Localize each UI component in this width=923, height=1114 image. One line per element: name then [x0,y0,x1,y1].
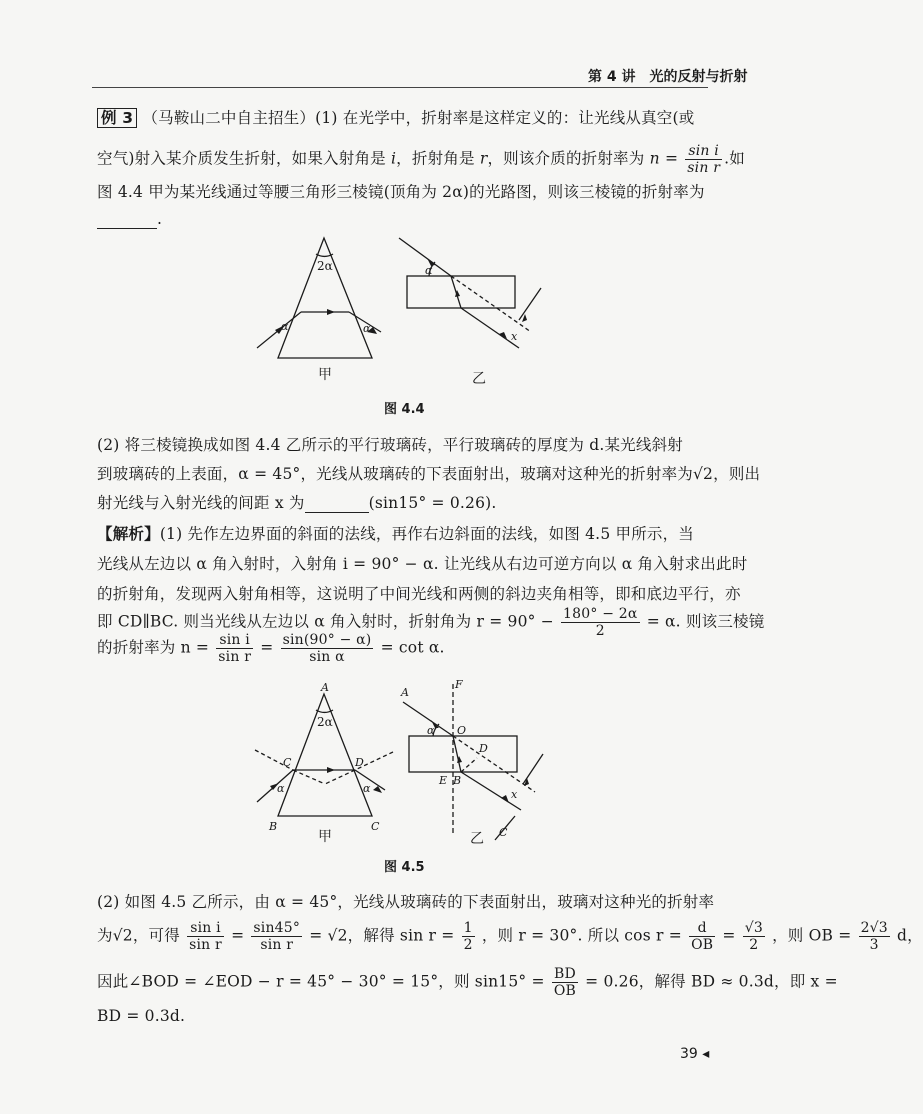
text: . [157,210,163,228]
denominator: sin α [309,649,345,665]
example-line-4 [97,210,162,229]
text: = cot α. [380,638,445,657]
text: 即 CD∥BC. 则当光线从左边以 α 角入射时，折射角为 r = 90° − [97,612,554,631]
numerator: sin(90° − α) [282,632,372,648]
numerator: sin i [187,920,224,937]
denominator: 2 [749,937,759,953]
text: ，则 OB = [772,926,852,945]
alpha-label: α [425,264,433,277]
denominator: OB [553,983,576,999]
numerator: sin i [685,143,722,160]
solution2-line-3 [97,966,838,999]
fraction-d-ob [689,920,715,953]
alpha-right-label: α [363,782,371,795]
point-B: B [453,774,462,787]
figure-4-5-jia [245,680,395,840]
text: 射光线与入射光线的间距 x 为 [97,494,305,512]
figure-label-jia-2: 甲 [318,829,333,845]
page-number: 39 ◂ [680,1046,710,1062]
solution-line-3: 的折射角，发现两入射角相等，这说明了中间光线和两侧的斜边夹角相等，即和底边平行，亦 [97,585,741,603]
solution2-line-4: BD = 0.3d. [97,1007,186,1025]
text: (sin15° = 0.26). [368,494,497,512]
part2-line-2: 到玻璃砖的上表面，α = 45°，光线从玻璃砖的下表面射出，玻璃对这种光的折射率为√2，则出 [97,465,761,483]
apex-angle-label: 2α [317,715,333,729]
text: ，则 r = 30°. 所以 cos r = [481,926,682,945]
text: ，折射角是 [396,149,475,168]
x-label: x [511,330,518,343]
fraction-sini-sinr [685,143,722,176]
apex-angle-label: 2α [317,259,333,273]
figure-4-5-yi [395,676,555,848]
x-label: x [511,788,518,801]
example-line-1 [97,106,694,128]
example-source: （马鞍山二中自主招生） [142,109,316,127]
chapter-header: 第 4 讲 光的反射与折射 [588,69,748,85]
part2-line-3 [97,491,497,513]
solution-line-1 [97,522,694,544]
numerator: d [689,920,715,937]
fraction-sini-sinr [216,632,253,665]
point-C: C [371,820,380,833]
denominator: sin r [189,937,222,953]
text: = 0.26，解得 BD ≈ 0.3d，即 x = [585,972,838,991]
equals: = [664,149,679,168]
text: 的折射率为 n = [97,638,210,657]
denominator: 2 [463,937,473,953]
solution-label: 【解析】 [97,525,160,543]
point-O: O [457,724,467,737]
numerator: 2√3 [860,920,888,936]
text: (1) 先作左边界面的斜面的法线，再作右边斜面的法线，如图 4.5 甲所示，当 [159,525,695,543]
text: 空气)射入某介质发生折射，如果入射角是 [97,149,386,168]
denominator: sin r [687,160,721,176]
figure-4-4-caption: 图 4.4 [384,402,425,417]
figure-4-4-jia [245,230,395,380]
fraction-sqrt3 [743,920,765,953]
example-label: 例 3 [97,108,137,128]
point-A: A [321,681,329,694]
solution-line-5 [97,632,445,665]
solution-line-2: 光线从左边以 α 角入射时，入射角 i = 90° − α. 让光线从右边可逆方向以 α 角入射求出此时 [97,555,748,573]
figure-4-4-yi [395,232,555,382]
text: = √2，解得 sin r = [309,926,455,945]
example-line-3: 图 4.4 甲为某光线通过等腰三角形三棱镜(顶角为 2α)的光路图，则该三棱镜的折射率为 [97,183,705,201]
fraction-sini-sinr [187,920,224,953]
numerator: sin45° [253,920,301,936]
numerator: 180° − 2α [563,606,638,622]
answer-blank-1 [97,210,157,229]
example-text: (1) 在光学中，折射率是这样定义的：让光线从真空(或 [315,109,695,127]
text: ，则该介质的折射率为 [487,149,645,168]
denominator: sin r [260,937,294,953]
point-B: B [269,820,278,833]
text: 因此∠BOD = ∠EOD − r = 45° − 30° = 15°，则 sin15° = [97,972,545,991]
point-C-mid: C [283,756,292,769]
point-C: C [499,826,508,839]
alpha-left-label: α [281,320,289,333]
figure-label-jia: 甲 [318,367,333,383]
fraction-ob [859,920,890,953]
fraction-bd-ob [552,966,578,999]
example-line-2 [97,143,745,176]
numerator: sin i [216,632,253,649]
numerator: BD [552,966,578,983]
fraction-sin90 [281,632,374,665]
text: 为√2，可得 [97,926,180,945]
text: .如 [724,149,745,168]
equals: = [722,926,736,945]
var-r: r [479,149,488,168]
equals: = [260,638,274,657]
var-n: n [649,149,660,168]
figure-label-yi-2: 乙 [470,831,485,847]
var-i: i [391,149,397,168]
denominator: 3 [869,937,879,953]
point-F: F [455,678,463,691]
text: = α. 则该三棱镜 [646,612,765,631]
solution2-line-1: (2) 如图 4.5 乙所示，由 α = 45°，光线从玻璃砖的下表面射出，玻璃对这种光的折射率 [97,893,715,911]
fraction-sin45 [251,920,302,953]
alpha-left-label: α [277,782,285,795]
figure-label-yi: 乙 [472,371,487,387]
point-D: D [479,742,488,755]
denominator: OB [691,937,714,953]
fraction-r [561,606,640,639]
point-A: A [401,686,409,699]
point-E: E [439,774,448,787]
alpha-label: α [427,724,435,737]
point-D: D [355,756,364,769]
text: d， [897,926,923,945]
header-rule [92,87,708,88]
figure-4-5-caption: 图 4.5 [384,860,425,875]
numerator: √3 [744,920,763,936]
fraction-half [462,920,475,953]
solution2-line-2 [97,920,923,953]
answer-blank-2 [305,494,369,513]
denominator: sin r [218,649,252,665]
equals: = [231,926,245,945]
numerator: 1 [463,920,473,936]
part2-line-1: (2) 将三棱镜换成如图 4.4 乙所示的平行玻璃砖，平行玻璃砖的厚度为 d.某光线斜射 [97,436,683,454]
denominator: 2 [595,623,605,639]
alpha-right-label: α [363,322,371,335]
